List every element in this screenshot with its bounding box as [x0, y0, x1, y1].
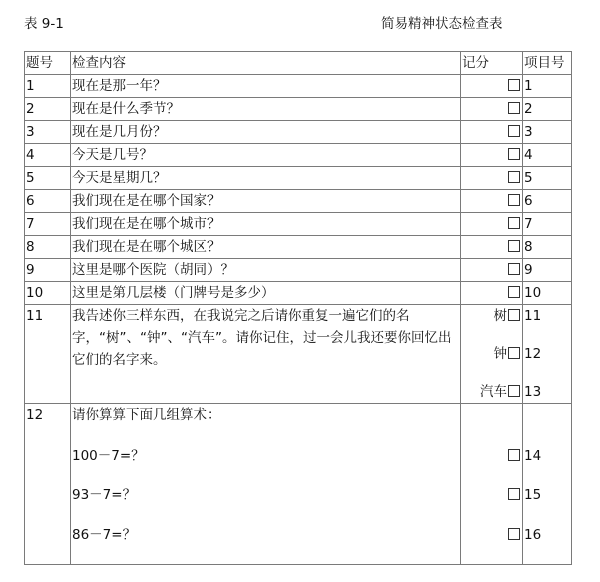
score-subitem — [507, 524, 520, 546]
score-subitem — [494, 343, 521, 365]
row-content: 现在是那一年？ — [71, 75, 461, 98]
subitem-label: 钟 — [493, 346, 507, 362]
row-content: 我们现在是在哪个国家？ — [71, 190, 461, 213]
table-row — [25, 167, 572, 190]
score-cell — [461, 236, 523, 259]
arithmetic-expression: 86－7=？ — [72, 527, 137, 543]
row-num: 1 — [25, 75, 71, 98]
row-content: 这里是哪个医院（胡同）？ — [71, 259, 461, 282]
header-score: 记分 — [461, 52, 523, 75]
score-subitem — [480, 381, 520, 403]
row-num: 6 — [25, 190, 71, 213]
row-content: 今天是星期几？ — [71, 167, 461, 190]
checkbox[interactable] — [508, 528, 520, 540]
row-num: 5 — [25, 167, 71, 190]
header-num: 题号 — [25, 52, 71, 75]
row-num: 12 — [25, 404, 71, 565]
row-content: 我们现在是在哪个城区？ — [71, 236, 461, 259]
score-cell — [461, 404, 523, 565]
checkbox[interactable] — [508, 263, 520, 275]
table-number: 表 9-1 — [24, 16, 64, 32]
score-cell — [461, 167, 523, 190]
row-item: 9 — [523, 259, 572, 282]
row-content — [71, 305, 461, 404]
header-content: 检查内容 — [71, 52, 461, 75]
table-row-arithmetic — [25, 404, 572, 565]
score-cell — [461, 190, 523, 213]
checkbox[interactable] — [508, 79, 520, 91]
mmse-table — [24, 51, 572, 565]
checkbox[interactable] — [508, 347, 520, 359]
checkbox[interactable] — [508, 148, 520, 160]
table-title: 简易精神状态检查表 — [381, 16, 503, 32]
score-cell — [461, 144, 523, 167]
row-item: 4 — [523, 144, 572, 167]
checkbox[interactable] — [508, 449, 520, 461]
table-row — [25, 282, 572, 305]
row-content: 我们现在是在哪个城市？ — [71, 213, 461, 236]
row-content — [71, 404, 461, 565]
checkbox[interactable] — [508, 286, 520, 298]
table-row — [25, 213, 572, 236]
score-cell — [461, 121, 523, 144]
score-subitem — [507, 445, 520, 467]
row-item: 1 — [523, 75, 572, 98]
row-item: 7 — [523, 213, 572, 236]
table-row — [25, 75, 572, 98]
row-num: 9 — [25, 259, 71, 282]
score-cell — [461, 282, 523, 305]
item-cell — [523, 404, 572, 565]
row-item: 11 — [524, 308, 542, 324]
item-cell — [523, 305, 572, 404]
checkbox[interactable] — [508, 309, 520, 321]
row-item: 2 — [523, 98, 572, 121]
table-row — [25, 259, 572, 282]
recall-instruction: 我告述你三样东西，在我说完之后请你重复一遍它们的名字，“树”、“钟”、“汽车”。请你记住，过一会儿我还要你回忆出它们的名字来。 — [72, 308, 452, 368]
table-row — [25, 190, 572, 213]
header-row — [25, 52, 572, 75]
row-num: 2 — [25, 98, 71, 121]
row-num: 7 — [25, 213, 71, 236]
row-content: 这里是第几层楼（门牌号是多少） — [71, 282, 461, 305]
score-cell — [461, 75, 523, 98]
row-item: 8 — [523, 236, 572, 259]
row-item: 12 — [524, 346, 542, 362]
arithmetic-instruction: 请你算算下面几组算术： — [72, 407, 221, 423]
score-cell — [461, 259, 523, 282]
checkbox[interactable] — [508, 385, 520, 397]
checkbox[interactable] — [508, 240, 520, 252]
row-content: 今天是几号？ — [71, 144, 461, 167]
checkbox[interactable] — [508, 171, 520, 183]
subitem-label: 汽车 — [480, 384, 507, 400]
row-num: 8 — [25, 236, 71, 259]
checkbox[interactable] — [508, 488, 520, 500]
table-row-recall — [25, 305, 572, 404]
row-content: 现在是什么季节？ — [71, 98, 461, 121]
checkbox[interactable] — [508, 194, 520, 206]
checkbox[interactable] — [508, 102, 520, 114]
score-cell — [461, 213, 523, 236]
checkbox[interactable] — [508, 217, 520, 229]
table-row — [25, 144, 572, 167]
row-num: 10 — [25, 282, 71, 305]
row-item: 6 — [523, 190, 572, 213]
score-subitem — [507, 484, 520, 506]
header-item: 项目号 — [523, 52, 572, 75]
subitem-label: 树 — [493, 308, 507, 324]
arithmetic-expression: 93－7=？ — [72, 487, 137, 503]
table-row — [25, 98, 572, 121]
row-item: 14 — [524, 448, 542, 464]
row-item: 16 — [524, 527, 542, 543]
row-content: 现在是几月份？ — [71, 121, 461, 144]
table-row — [25, 236, 572, 259]
score-cell — [461, 305, 523, 404]
row-item: 3 — [523, 121, 572, 144]
row-num: 4 — [25, 144, 71, 167]
row-item: 15 — [524, 487, 542, 503]
row-num: 3 — [25, 121, 71, 144]
score-subitem — [494, 305, 521, 327]
row-item: 13 — [524, 384, 542, 400]
row-item: 10 — [523, 282, 572, 305]
checkbox[interactable] — [508, 125, 520, 137]
table-row — [25, 121, 572, 144]
arithmetic-expression: 100－7=？ — [72, 448, 145, 464]
row-num: 11 — [25, 305, 71, 404]
row-item: 5 — [523, 167, 572, 190]
score-cell — [461, 98, 523, 121]
